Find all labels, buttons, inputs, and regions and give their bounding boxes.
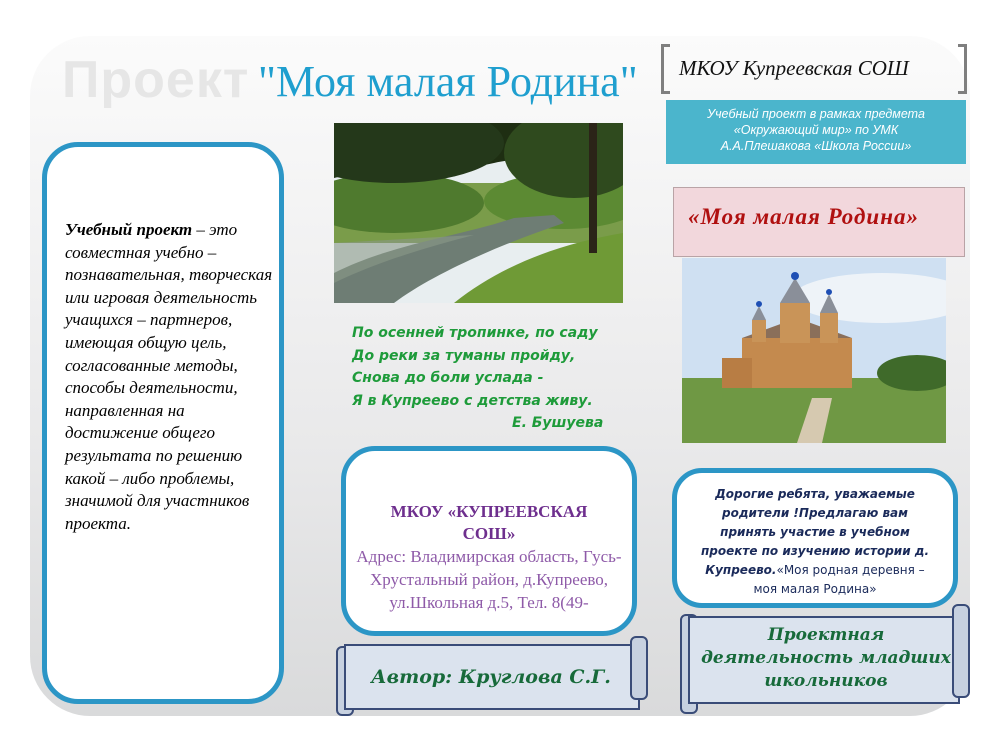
church-image <box>682 258 946 443</box>
poem-line: Снова до боли услада - <box>352 370 544 386</box>
bracket-right-decoration <box>958 44 967 94</box>
definition-term: Учебный проект <box>65 220 193 239</box>
subject-info-line: А.А.Плешакова «Школа России» <box>720 139 912 153</box>
invitation-text <box>677 485 953 599</box>
subject-info-box <box>666 100 966 164</box>
poem <box>352 322 642 435</box>
activity-scroll <box>680 604 972 716</box>
poem-line: По осенней тропинке, по саду <box>352 325 598 341</box>
river-photo <box>334 123 623 303</box>
scroll-curl-right <box>952 604 970 698</box>
subject-info-line: «Окружающий мир» по УМК <box>733 123 899 137</box>
school-full-name: МКОУ «КУПРЕЕВСКАЯ СОШ» <box>390 502 588 543</box>
school-address: Адрес: Владимирская область, Гусь-Хрустальный район, д.Купреево, ул.Школьная д.5, Тел. 8(49- <box>356 547 622 612</box>
definition-body: – это совместная учебно – познавательная, творческая или игровая деятельность учащихся – партнеров, имеющая общую цель, согласованные методы, способы деятельности, направленная на достижение общего результата по решению какой – либо проблемы, значимой для участников проекта. <box>65 220 273 533</box>
school-name-label: МКОУ Купреевская СОШ <box>679 56 909 80</box>
poem-line: Я в Купреево с детства живу. <box>352 392 593 409</box>
school-name-tab <box>661 44 967 90</box>
poem-author: Е. Бушуева <box>512 415 604 431</box>
page-title: "Моя малая Родина" <box>258 57 638 106</box>
invitation-panel <box>672 468 958 608</box>
invitation-bold: Дорогие ребята, уважаемые родители !Предлагаю вам принять участие в учебном проекте по изучению истории д. Купреево. <box>700 487 930 577</box>
poem-line: До реки за туманы пройду, <box>352 347 576 364</box>
activity-title: Проектная деятельность младших школьников <box>701 625 951 691</box>
invitation-plain: «Моя родная деревня – моя малая Родина» <box>753 563 925 596</box>
project-name-banner <box>673 187 965 257</box>
church-photo <box>682 258 946 443</box>
author-scroll <box>332 636 650 718</box>
project-name-text: «Моя малая Родина» <box>688 204 919 229</box>
author-name: Автор: Круглова С.Г. <box>371 666 611 688</box>
bracket-left-decoration <box>661 44 670 94</box>
address-panel <box>341 446 637 636</box>
subject-info-line: Учебный проект в рамках предмета <box>707 107 925 121</box>
river-landscape-image <box>334 123 623 303</box>
definition-text <box>65 219 275 535</box>
title-word-project: Проект <box>62 51 250 109</box>
definition-panel <box>42 142 284 704</box>
